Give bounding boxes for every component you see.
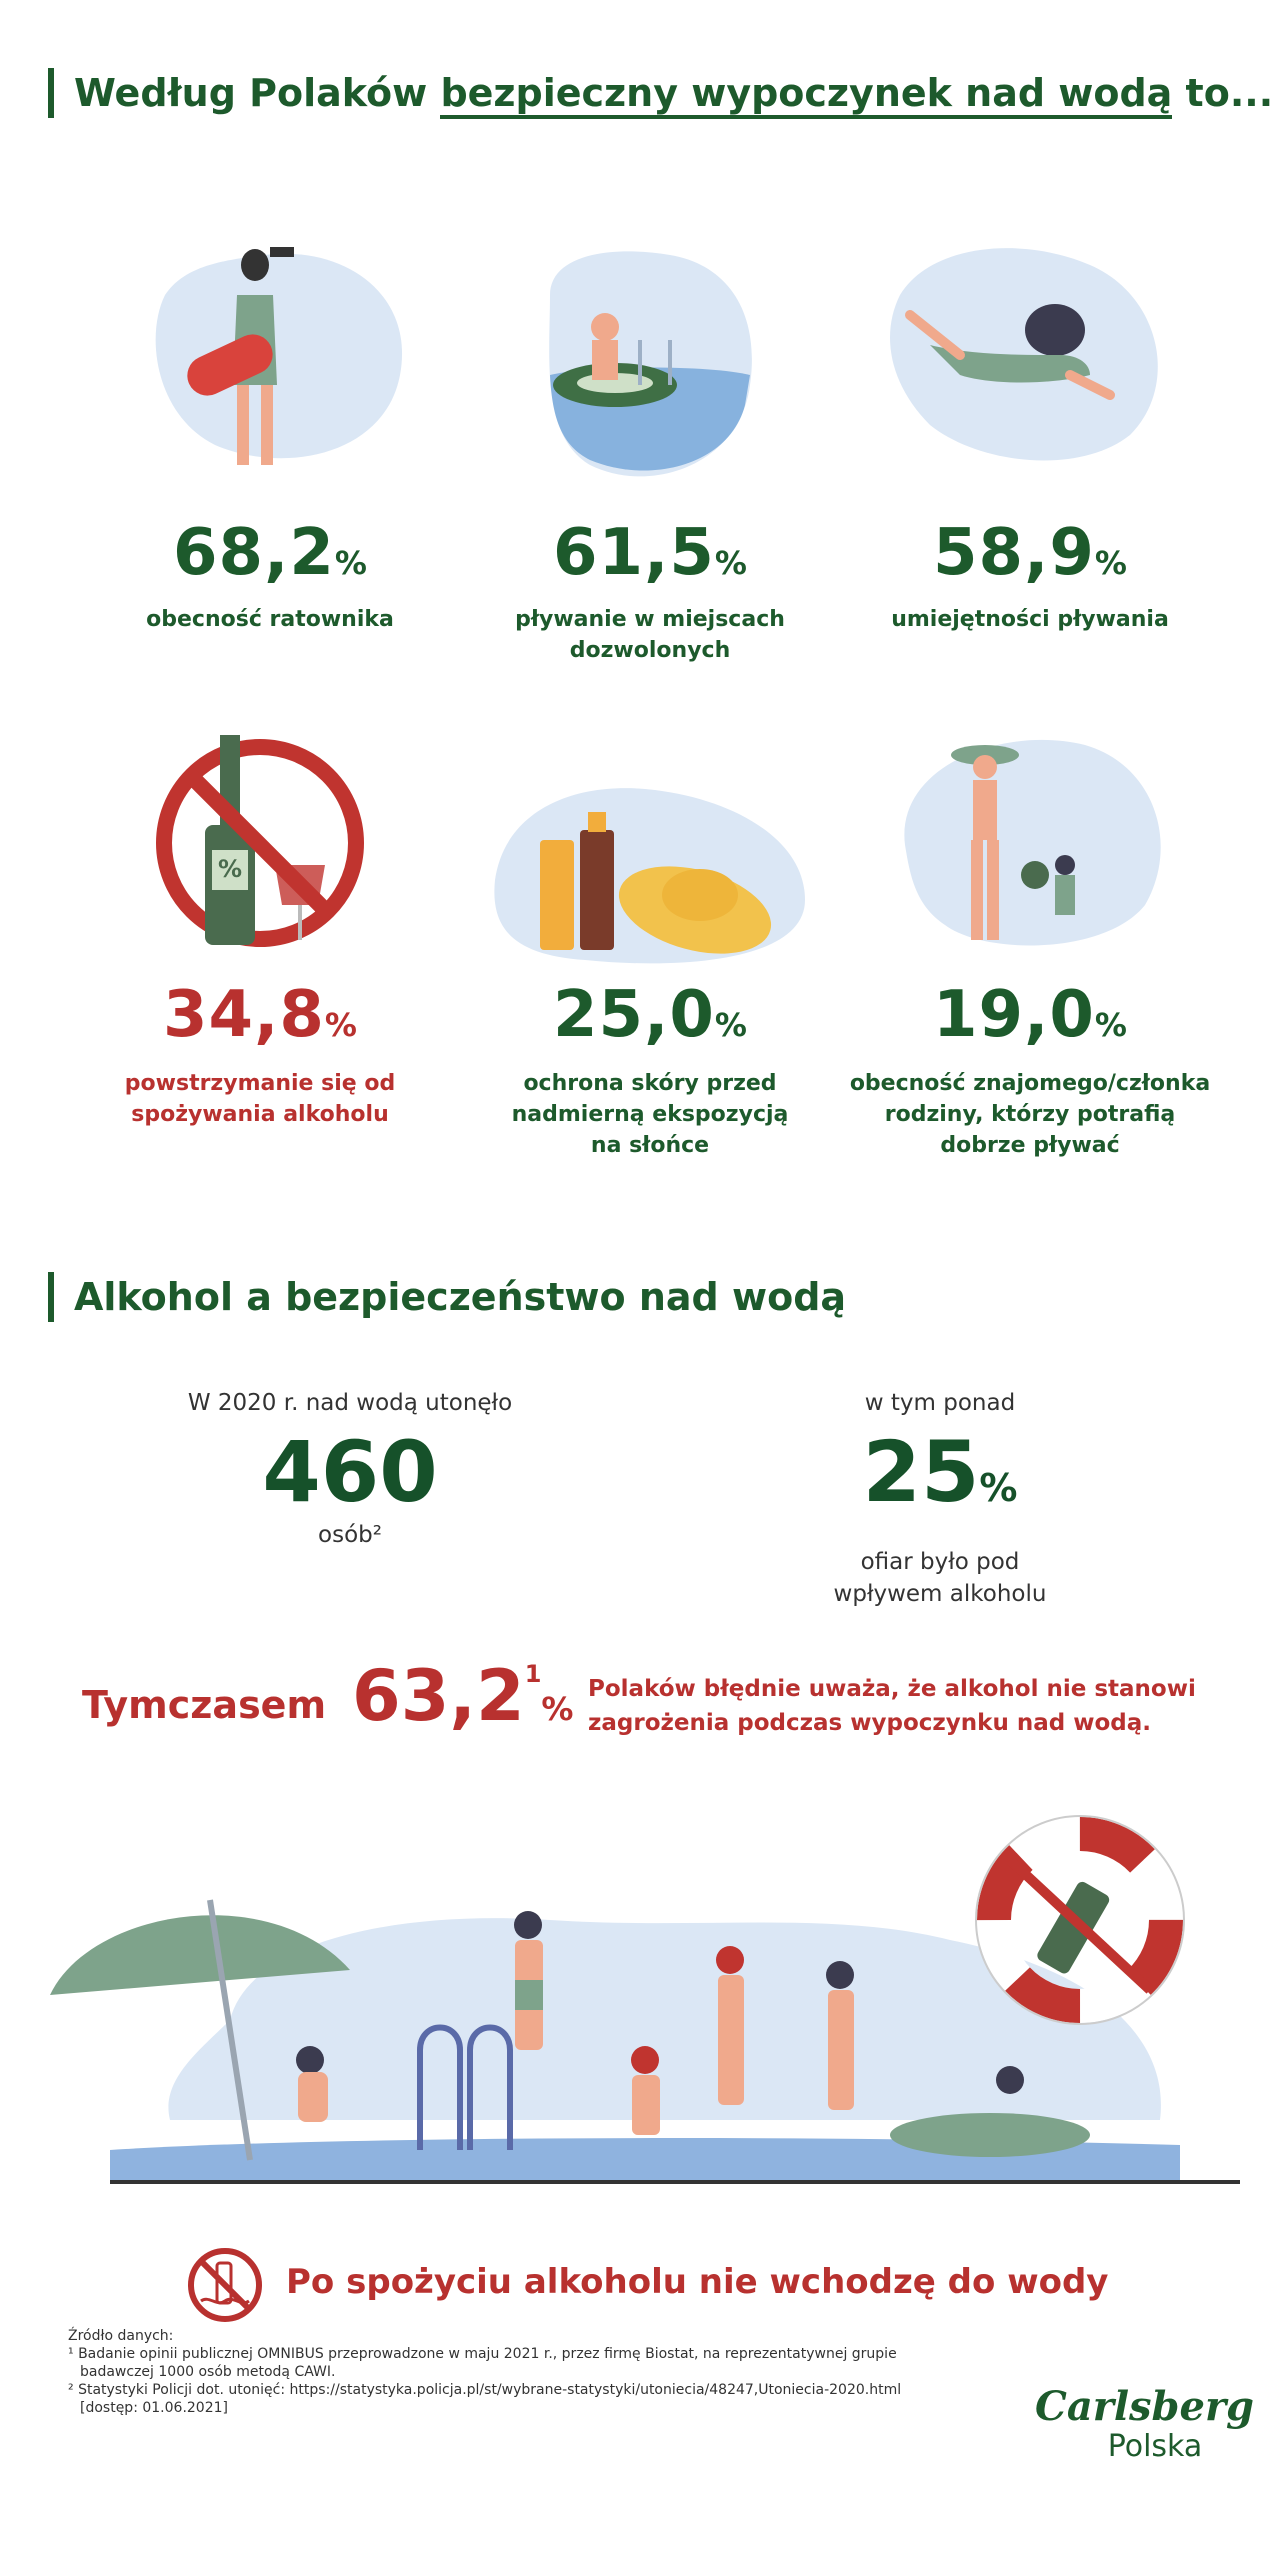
label-line: na słońce — [590, 1133, 710, 1158]
svg-text:%: % — [217, 855, 243, 883]
meanwhile-label: Tymczasem — [82, 1683, 327, 1727]
stat-number: 19,0 — [933, 978, 1095, 1052]
title-underlined: bezpieczny wypoczynek nad wodą — [440, 71, 1172, 119]
carlsberg-logo — [1035, 2383, 1255, 2465]
stat-allowed-places-label — [460, 604, 840, 666]
stat-swimming-skills-value — [840, 516, 1220, 590]
stat-lifeguard-label: obecność ratownika — [146, 607, 394, 632]
swimming-ring-pool-illustration — [530, 235, 770, 495]
brand-name: Carlsberg — [1035, 2383, 1255, 2430]
label-line: nadmierną ekspozycją — [511, 1102, 789, 1127]
no-alcohol-swim-icon — [185, 2245, 265, 2325]
mother-child-beach-illustration — [885, 725, 1175, 955]
label-line: dozwolonych — [569, 638, 731, 663]
source-2: ² Statystyki Policji dot. utonięć: https://statystyka.policja.pl/st/wybrane-statystyki/utoniecia/48247,Utoniecia-2020.html — [68, 2382, 902, 2398]
source-1-cont: badawczej 1000 osób metodą CAWI. — [80, 2364, 336, 2380]
alcohol-share-block — [760, 1390, 1120, 1610]
stat-number: 61,5 — [553, 516, 715, 590]
sunscreen-hat-illustration — [485, 760, 815, 960]
alcohol-share-unit: % — [979, 1466, 1018, 1510]
title-part-1: Według Polaków — [74, 71, 441, 115]
stat-unit: % — [324, 1006, 357, 1044]
stat-number: 25,0 — [553, 978, 715, 1052]
label-line: rodziny, którzy potrafią — [884, 1102, 1176, 1127]
stat-number: 58,9 — [933, 516, 1095, 590]
drowned-value: 460 — [262, 1423, 438, 1521]
stat-number: 34,8 — [163, 978, 325, 1052]
stat-unit: % — [1094, 544, 1127, 582]
stat-unit: % — [1094, 1006, 1127, 1044]
slogan-text: Po spożyciu alkoholu nie wchodzę do wody — [286, 2262, 1109, 2302]
meanwhile-number: 63,2 — [352, 1655, 525, 1737]
no-alcohol-illustration — [150, 725, 370, 955]
section-title-alcohol: Alkohol a bezpieczeństwo nad wodą — [48, 1272, 846, 1322]
source-2-cont: [dostęp: 01.06.2021] — [80, 2400, 228, 2416]
lifeguard-illustration — [125, 225, 415, 485]
stat-unit: % — [334, 544, 367, 582]
label-line: spożywania alkoholu — [131, 1102, 389, 1127]
meanwhile-line: zagrożenia podczas wypoczynku nad wodą. — [588, 1710, 1151, 1736]
sources-footnote — [68, 2327, 948, 2417]
meanwhile-line: Polaków błędnie uważa, że alkohol nie stanowi — [588, 1676, 1196, 1702]
label-line: pływanie w miejscach — [515, 607, 785, 632]
stat-unit: % — [714, 544, 747, 582]
label-line: powstrzymanie się od — [124, 1071, 396, 1096]
drowned-block — [140, 1390, 560, 1548]
stat-number: 68,2 — [173, 516, 335, 590]
alcohol-share-intro: w tym ponad — [864, 1390, 1016, 1416]
stat-no-alcohol-value — [70, 978, 450, 1052]
meanwhile-text — [588, 1672, 1196, 1740]
alcohol-share-value — [760, 1422, 1120, 1546]
label-line: obecność znajomego/członka — [849, 1071, 1211, 1096]
meanwhile-footnote: 1 — [524, 1660, 542, 1688]
stat-skin-protection-value — [460, 978, 840, 1052]
meanwhile-stat — [352, 1655, 573, 1737]
stat-skin-protection-label — [460, 1068, 840, 1161]
label-line: dobrze pływać — [940, 1133, 1120, 1158]
pool-party-illustration — [50, 1820, 1240, 2190]
alcohol-share-line-2: wpływem alkoholu — [833, 1581, 1047, 1607]
drowned-intro: W 2020 r. nad wodą utonęło — [187, 1390, 513, 1416]
stat-no-alcohol-label — [70, 1068, 450, 1130]
stat-unit: % — [714, 1006, 747, 1044]
swimmer-illustration — [870, 235, 1180, 465]
stat-family-swimmer-value — [840, 978, 1220, 1052]
meanwhile-unit: % — [541, 1690, 574, 1728]
alcohol-share-number: 25 — [862, 1423, 980, 1521]
stat-family-swimmer-label — [840, 1068, 1220, 1161]
alcohol-share-line-1: ofiar było pod — [860, 1549, 1020, 1575]
label-line: ochrona skóry przed — [523, 1071, 777, 1096]
brand-sub: Polska — [1107, 2429, 1203, 2464]
section-title-safe-rest — [48, 68, 1273, 118]
source-1: ¹ Badanie opinii publicznej OMNIBUS przeprowadzone w maju 2021 r., przez firmę Biostat, na reprezentatywnej grupie — [68, 2346, 897, 2362]
drowned-unit: osób² — [318, 1522, 382, 1548]
stat-swimming-skills-label: umiejętności pływania — [891, 607, 1169, 632]
title-part-2: to... — [1172, 71, 1274, 115]
stat-allowed-places-value — [460, 516, 840, 590]
sources-title: Źródło danych: — [68, 2328, 174, 2344]
stat-lifeguard-value — [80, 516, 460, 590]
